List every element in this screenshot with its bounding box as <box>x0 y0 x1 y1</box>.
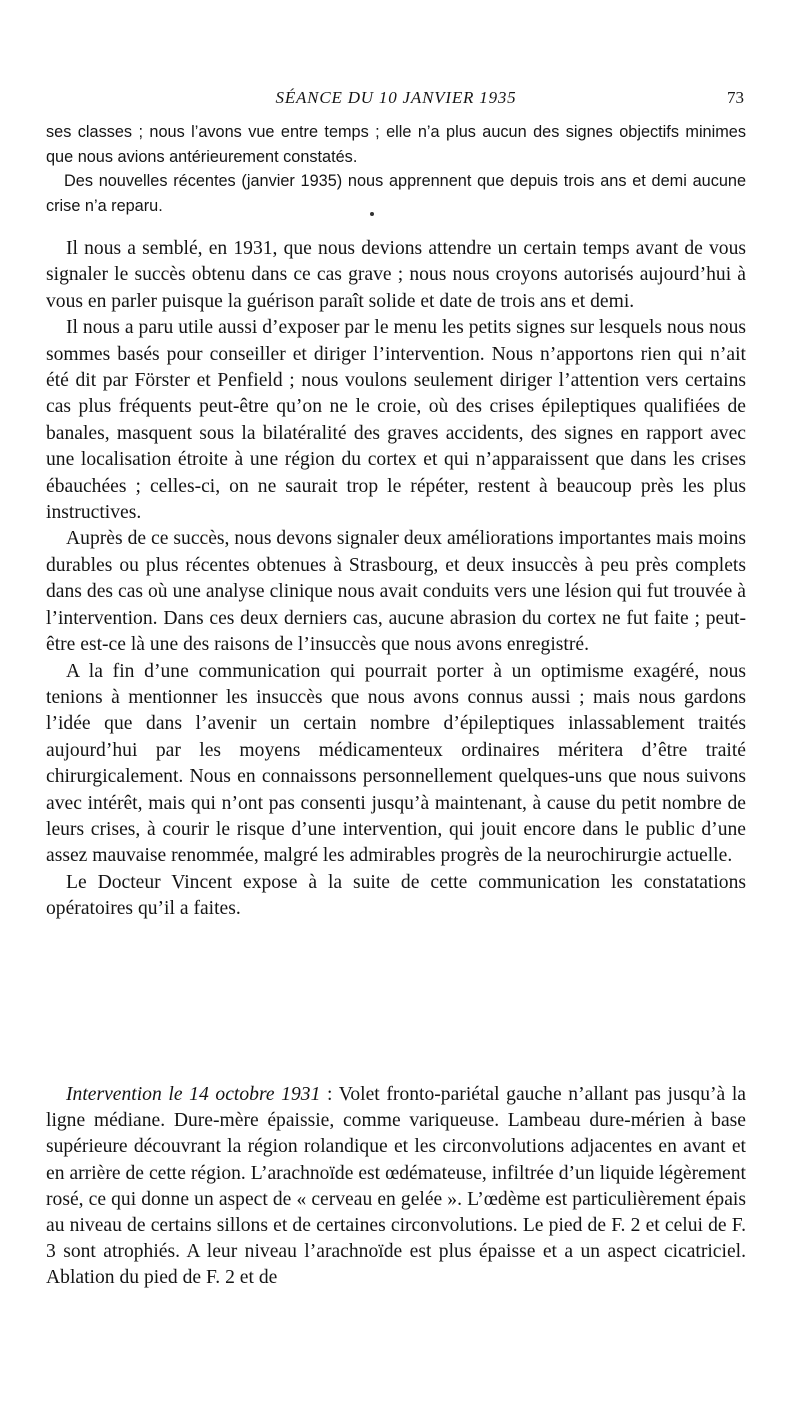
page-number: 73 <box>727 88 744 107</box>
section-separator-dot <box>370 212 374 216</box>
discussion-paragraph-3: Auprès de ce succès, nous devons signaler deux améliorations importantes mais moins durables ou plus récentes obtenues à Strasbourg, et deux insuccès à peu près complets dans des cas où une analyse clinique nous avait conduits vers une lésion qui fut trouvée à l’intervention. Dans ces deux derniers cas, aucune abrasion du cortex ne fut faite ; peut-être est-ce là une des raisons de l’insuccès que nous avons enregistré. <box>46 528 746 656</box>
operative-report-text <box>46 1082 746 1292</box>
running-title: SÉANCE DU 10 JANVIER 1935 <box>275 88 517 107</box>
intervention-date-label: Intervention le 14 octobre 1931 <box>66 1084 321 1105</box>
label-separator: : <box>320 1084 339 1105</box>
followup-paragraph-1: ses classes ; nous l’avons vue entre temps ; elle n’a plus aucun des signes objectifs minimes que nous avions antérieurement constatés. <box>46 123 746 166</box>
running-header <box>46 88 746 112</box>
operative-paragraph <box>46 1082 746 1292</box>
discussion-text <box>46 236 746 923</box>
discussion-paragraph-5: Le Docteur Vincent expose à la suite de cette communication les constatations opératoires qu’il a faites. <box>46 871 746 920</box>
discussion-paragraph-2: Il nous a paru utile aussi d’exposer par le menu les petits signes sur lesquels nous nous sommes basés pour conseiller et diriger l’intervention. Nous n’apportons rien qui n’ait été dit par Förster et Penfield ; nous voulons seulement diriger l’attention vers certains cas plus fréquents peut-être qu’on ne le croie, où des crises épileptiques qualifiées de banales, masquent sous la bilatéralité des graves accidents, des signes en rapport avec une localisation étroite à une région du cortex et qui n’apparaissent que dans les crises ébauchées ; celles-ci, on ne saurait trop le répéter, restent à beaucoup près les plus instructives. <box>46 317 746 524</box>
operative-description: Volet fronto-pariétal gauche n’allant pas jusqu’à la ligne médiane. Dure-mère épaissie, comme variqueuse. Lambeau dure-mérien à base supérieure découvrant la région rolandique et les circonvolutions adjacentes en avant et en arrière de cette région. L’arachnoïde est œdémateuse, infiltrée d’un liquide légèrement rosé, ce qui donne un aspect de « cerveau en gelée ». L’œdème est particulièrement épais au niveau de certains sillons et de certaines circonvolutions. Le pied de F. 2 et celui de F. 3 sont atrophiés. A leur niveau l’arachnoïde est plus épaisse et a un aspect cicatriciel. Ablation du pied de F. 2 et de <box>46 1084 747 1289</box>
discussion-paragraph-1: Il nous a semblé, en 1931, que nous devions attendre un certain temps avant de vous signaler le succès obtenu dans ce cas grave ; nous nous croyons autorisés aujourd’hui à vous en parler puisque la guérison paraît solide et date de trois ans et demi. <box>46 238 746 312</box>
case-followup-text <box>46 120 746 218</box>
discussion-paragraph-4: A la fin d’une communication qui pourrait porter à un optimisme exagéré, nous tenions à mentionner les insuccès que nous avons connus aussi ; mais nous gardons l’idée que dans l’avenir un certain nombre d’épileptiques inlassablement traités aujourd’hui par les moyens médicamenteux ordinaires méritera d’être traité chirurgicalement. Nous en connaissons personnellement quelques-uns que nous suivons avec intérêt, mais qui n’ont pas consenti jusqu’à maintenant, à cause du petit nombre de leurs crises, à courir le risque d’une intervention, qui jouit encore dans le public d’une assez mauvaise renommée, malgré les admirables progrès de la neurochirurgie actuelle. <box>46 660 746 867</box>
followup-paragraph-2: Des nouvelles récentes (janvier 1935) nous apprennent que depuis trois ans et demi aucune crise n’a reparu. <box>46 172 746 215</box>
